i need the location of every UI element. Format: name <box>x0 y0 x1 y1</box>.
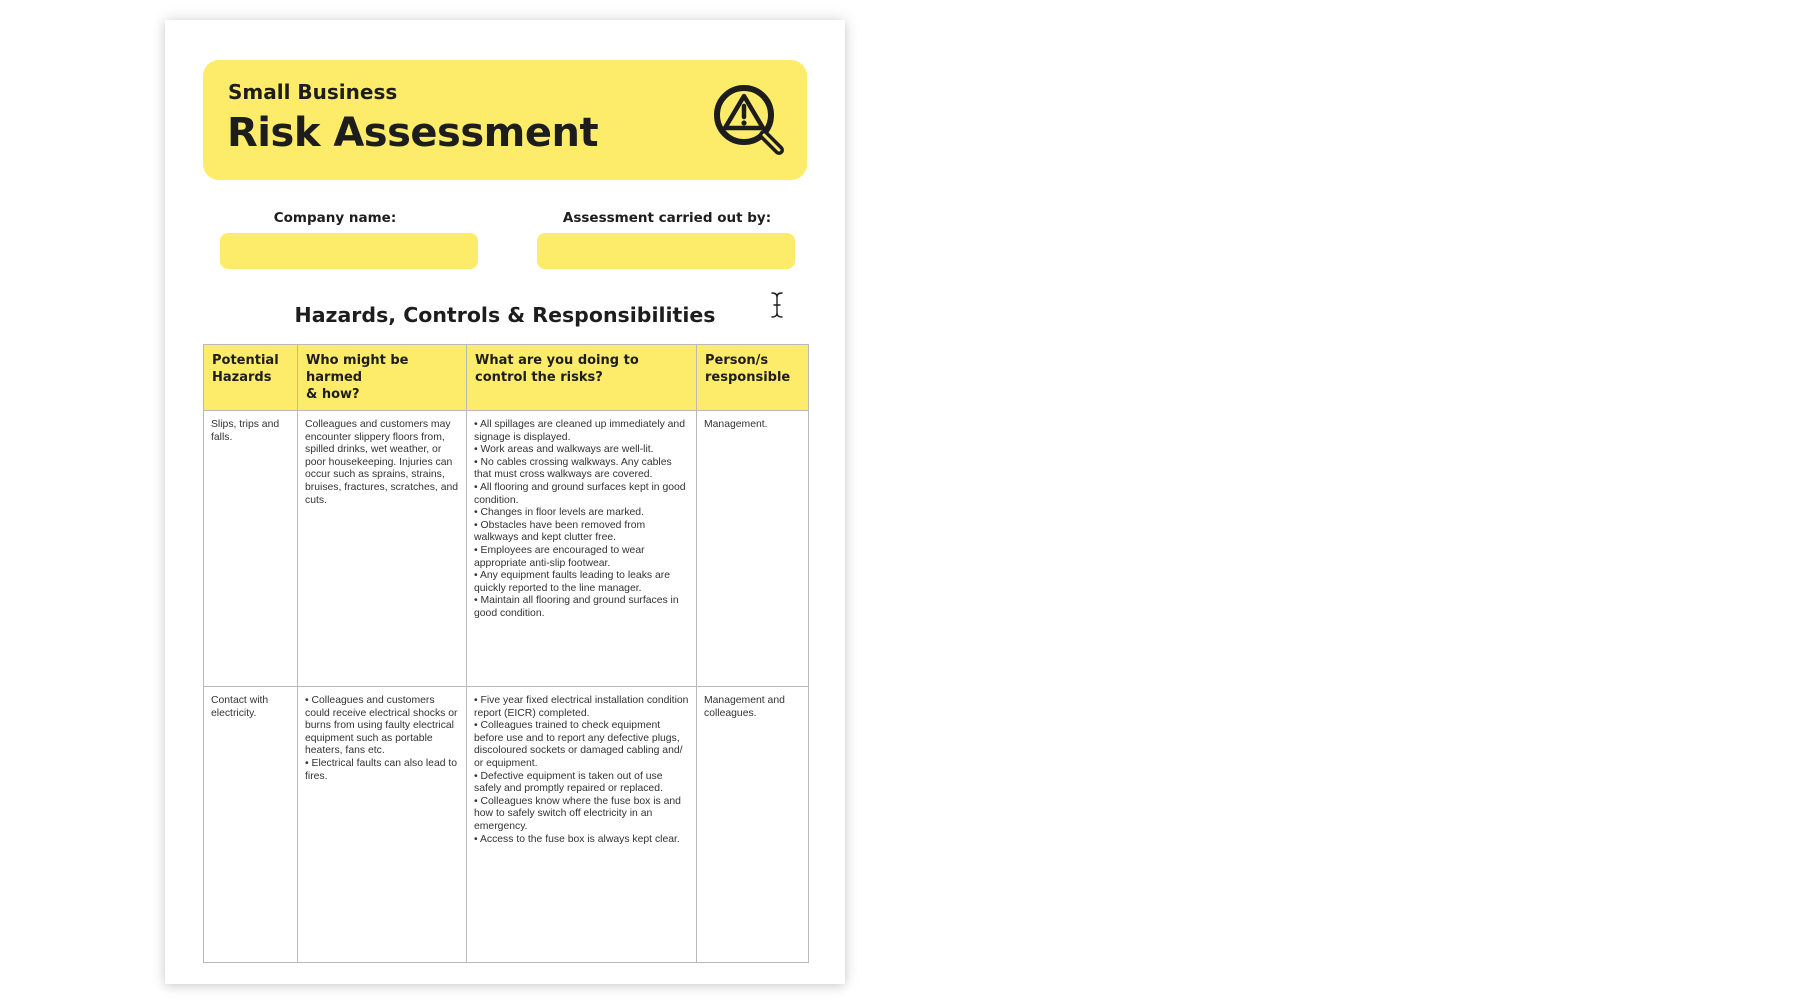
cell-line: or equipment. <box>474 757 538 769</box>
header-line: Person/s <box>705 353 769 368</box>
header-line: control the risks? <box>475 370 603 385</box>
document-page <box>165 20 845 984</box>
header-line: Potential <box>212 353 279 368</box>
cell-line: walkways and kept clutter free. <box>474 532 617 544</box>
risk-table <box>203 344 809 963</box>
header-line: What are you doing to <box>475 353 639 368</box>
harmed-cell[interactable] <box>298 411 467 687</box>
section-title: Hazards, Controls & Responsibilities <box>294 303 716 327</box>
cell-line: could receive electrical shocks or <box>305 707 458 719</box>
warning-magnifier-icon <box>711 82 787 158</box>
cell-line: fires. <box>305 770 328 782</box>
table-row <box>204 411 809 687</box>
cell-line: • Five year fixed electrical installation condition <box>474 695 689 706</box>
responsible-cell[interactable] <box>697 411 809 687</box>
cell-line: poor housekeeping. Injuries can <box>305 456 453 468</box>
cell-line: encounter slippery floors from, <box>305 431 445 443</box>
header-line: responsible <box>705 370 791 385</box>
cell-line: cuts. <box>305 494 327 506</box>
harmed-cell[interactable] <box>298 687 467 963</box>
company-name-label: Company name: <box>273 210 397 226</box>
cell-line: • Any equipment faults leading to leaks are <box>474 570 670 582</box>
cell-line: report (EICR) completed. <box>474 707 590 719</box>
cell-line: • Obstacles have been removed from <box>474 519 646 531</box>
cell-line: how to safely switch off electricity in an <box>474 808 653 820</box>
cell-line: that must cross walkways are covered. <box>474 469 653 481</box>
cell-line: Slips, trips and <box>211 419 280 430</box>
cell-line: safely and promptly repaired or replaced. <box>474 783 663 795</box>
assessor-field[interactable] <box>537 233 795 269</box>
controls-cell[interactable] <box>467 687 697 963</box>
header-line: & how? <box>306 387 360 402</box>
cell-line: good condition. <box>474 607 545 619</box>
cell-line: • Colleagues trained to check equipment <box>474 720 661 732</box>
title-banner <box>203 60 807 180</box>
cell-line: • Changes in floor levels are marked. <box>474 507 644 519</box>
cell-line: • Defective equipment is taken out of use <box>474 770 663 782</box>
cell-line: heaters, fans etc. <box>305 745 385 757</box>
hazard-cell[interactable] <box>204 687 298 963</box>
cell-line: bruises, fractures, scratches, and <box>305 481 459 493</box>
cell-line: Contact with <box>211 695 269 706</box>
cell-line: Management. <box>704 419 768 430</box>
document-subtitle: Small Business <box>228 80 398 104</box>
cell-line: • No cables crossing walkways. Any cables <box>474 456 672 468</box>
cell-line: Management and <box>704 695 785 706</box>
cell-line: occur such as sprains, strains, <box>305 469 445 481</box>
cell-line: • All flooring and ground surfaces kept in good <box>474 481 686 493</box>
cell-line: • All spillages are cleaned up immediately and <box>474 419 685 430</box>
column-header-responsible <box>697 345 809 411</box>
cell-line: burns from using faulty electrical <box>305 720 454 732</box>
cell-line: • Electrical faults can also lead to <box>305 757 458 769</box>
cell-line: • Maintain all flooring and ground surfaces in <box>474 595 679 607</box>
cell-line: discoloured sockets or damaged cabling and/ <box>474 745 683 757</box>
cell-line: signage is displayed. <box>474 431 571 443</box>
cell-line: Colleagues and customers may <box>305 419 451 430</box>
column-header-hazards <box>204 345 298 411</box>
text-cursor-icon <box>770 291 784 319</box>
cell-line: emergency. <box>474 820 528 832</box>
responsible-cell[interactable] <box>697 687 809 963</box>
cell-line: electricity. <box>211 707 257 719</box>
cell-line: • Colleagues know where the fuse box is and <box>474 795 681 807</box>
cell-line: • Access to the fuse box is always kept clear. <box>474 833 680 845</box>
hazard-cell[interactable] <box>204 411 298 687</box>
table-header-row <box>204 345 809 411</box>
cell-line: • Work areas and walkways are well-lit. <box>474 444 654 456</box>
company-name-field[interactable] <box>220 233 478 269</box>
table-row <box>204 687 809 963</box>
cell-line: before use and to report any defective plugs, <box>474 732 680 744</box>
header-line: Hazards <box>212 370 272 385</box>
assessor-label: Assessment carried out by: <box>562 210 772 226</box>
column-header-controls <box>467 345 697 411</box>
cell-line: quickly reported to the line manager. <box>474 582 642 594</box>
document-title: Risk Assessment <box>227 110 599 156</box>
column-header-who-harmed <box>298 345 467 411</box>
cell-line: • Employees are encouraged to wear <box>474 544 645 556</box>
cell-line: colleagues. <box>704 707 757 719</box>
cell-line: appropriate anti-slip footwear. <box>474 557 611 569</box>
cell-line: spilled drinks, wet weather, or <box>305 444 442 456</box>
header-line: Who might be harmed <box>306 353 409 385</box>
cell-line: equipment such as portable <box>305 732 433 744</box>
cell-line: falls. <box>211 431 233 443</box>
cell-line: • Colleagues and customers <box>305 695 435 706</box>
controls-cell[interactable] <box>467 411 697 687</box>
cell-line: condition. <box>474 494 519 506</box>
